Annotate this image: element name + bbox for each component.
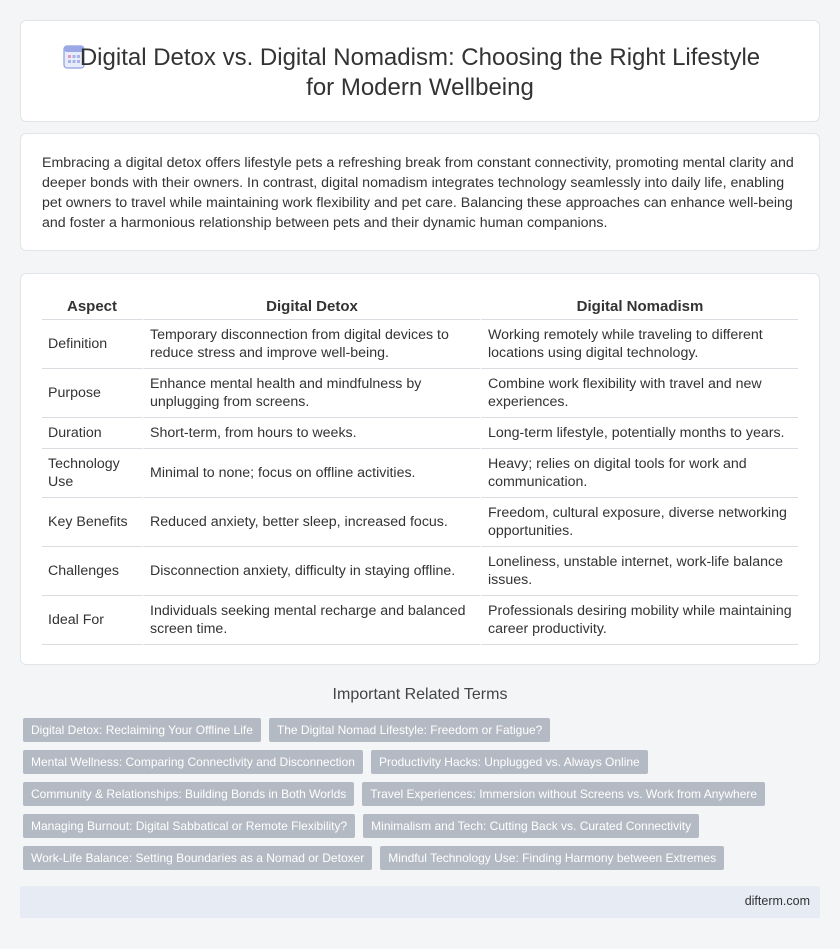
comparison-table [42,293,798,645]
comparison-card [20,273,820,665]
related-term-link[interactable]: Work-Life Balance: Setting Boundaries as a Nomad or Detoxer [23,846,372,870]
page-title [80,43,760,103]
nomadism-cell: Combine work flexibility with travel and new experiences. [480,369,798,418]
table-row [42,449,798,498]
tag-row [23,814,783,838]
related-term-link[interactable]: The Digital Nomad Lifestyle: Freedom or Fatigue? [269,718,550,742]
page-title-line-1: Digital Detox vs. Digital Nomadism: Choosing the Right Lifestyle [79,44,761,71]
intro-paragraph: Embracing a digital detox offers lifestyle pets a refreshing break from constant connectivity, promoting mental clarity and deeper bonds with their owners. In contrast, digital nomadism integrates technology seamlessly into daily life, enabling pet owners to travel while maintaining work flexibility and pet care. Balancing these approaches can enhance well-being and foster a harmonious relationship between pets and their dynamic human companions. [42,155,794,231]
nomadism-cell: Heavy; relies on digital tools for work and communication. [480,449,798,498]
related-term-link[interactable]: Travel Experiences: Immersion without Screens vs. Work from Anywhere [362,782,765,806]
related-term-link[interactable]: Productivity Hacks: Unplugged vs. Always Online [371,750,648,774]
detox-cell: Minimal to none; focus on offline activities. [142,449,480,498]
related-terms-heading: Important Related Terms [332,686,508,703]
tag-row [23,782,783,806]
tag-row [23,718,783,742]
tag-row [23,846,783,870]
related-term-link[interactable]: Managing Burnout: Digital Sabbatical or Remote Flexibility? [23,814,355,838]
aspect-cell: Ideal For [42,596,142,645]
table-header-row [42,293,798,320]
aspect-cell: Technology Use [42,449,142,498]
aspect-cell: Key Benefits [42,498,142,547]
header-aspect: Aspect [42,293,142,320]
table-row [42,418,798,449]
related-term-link[interactable]: Mental Wellness: Comparing Connectivity and Disconnection [23,750,363,774]
tag-row [23,750,783,774]
header-digital-nomadism: Digital Nomadism [480,293,798,320]
page-title-line-2: for Modern Wellbeing [306,74,534,101]
related-terms-list [23,718,783,878]
detox-cell: Temporary disconnection from digital devices to reduce stress and improve well-being. [142,320,480,369]
detox-cell: Short-term, from hours to weeks. [142,418,480,449]
detox-cell: Disconnection anxiety, difficulty in staying offline. [142,547,480,596]
related-term-link[interactable]: Digital Detox: Reclaiming Your Offline Life [23,718,261,742]
table-row [42,369,798,418]
table-row [42,596,798,645]
detox-cell: Reduced anxiety, better sleep, increased focus. [142,498,480,547]
nomadism-cell: Professionals desiring mobility while maintaining career productivity. [480,596,798,645]
detox-cell: Enhance mental health and mindfulness by unplugging from screens. [142,369,480,418]
header-digital-detox: Digital Detox [142,293,480,320]
nomadism-cell: Freedom, cultural exposure, diverse networking opportunities. [480,498,798,547]
aspect-cell: Purpose [42,369,142,418]
title-card [20,20,820,122]
related-term-link[interactable]: Mindful Technology Use: Finding Harmony between Extremes [380,846,724,870]
detox-cell: Individuals seeking mental recharge and balanced screen time. [142,596,480,645]
nomadism-cell: Loneliness, unstable internet, work-life balance issues. [480,547,798,596]
nomadism-cell: Long-term lifestyle, potentially months to years. [480,418,798,449]
table-row [42,547,798,596]
related-term-link[interactable]: Minimalism and Tech: Cutting Back vs. Curated Connectivity [363,814,699,838]
aspect-cell: Challenges [42,547,142,596]
table-row [42,320,798,369]
footer-bar [20,886,820,918]
related-term-link[interactable]: Community & Relationships: Building Bonds in Both Worlds [23,782,354,806]
intro-card [20,133,820,251]
footer-site-link[interactable]: difterm.com [744,894,810,908]
aspect-cell: Definition [42,320,142,369]
table-row [42,498,798,547]
aspect-cell: Duration [42,418,142,449]
nomadism-cell: Working remotely while traveling to different locations using digital technology. [480,320,798,369]
